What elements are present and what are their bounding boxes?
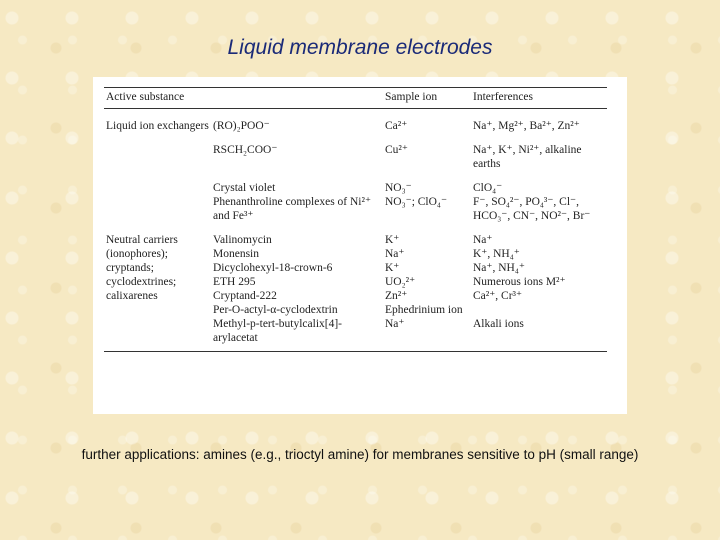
row-substance: Dicyclohexyl-18-crown-6 (213, 262, 333, 274)
row-substance: Per-O-actyl-α-cyclodextrin (213, 304, 338, 316)
table-row (104, 303, 607, 317)
row-substance: (RO)₂POO⁻ (213, 120, 270, 132)
row-group (104, 133, 211, 171)
row-interferences: K⁺, NH₄⁺ (473, 248, 520, 260)
table-row (104, 133, 607, 171)
row-ion: Ca²⁺ (385, 120, 408, 132)
row-substance: Valinomycin (213, 234, 272, 246)
row-substance: Methyl-p-tert-butylcalix[4]-arylacetat (211, 317, 383, 352)
header-active-substance: Active substance (104, 88, 211, 109)
table-row (104, 171, 607, 195)
row-ion: K⁺ (385, 234, 400, 246)
row-ion: NO₃⁻; ClO₄⁻ (385, 196, 448, 208)
electrode-table (104, 87, 607, 352)
row-interferences: Na⁺, NH₄⁺ (473, 262, 525, 274)
table-panel (93, 77, 627, 414)
row-ion: NO₃⁻ (385, 182, 412, 194)
row-ion: K⁺ (385, 262, 400, 274)
row-interferences: ClO₄⁻ (473, 182, 503, 194)
row-substance: Phenanthroline complexes of Ni²⁺ and Fe³⁺ (213, 196, 372, 222)
row-substance: ETH 295 (213, 276, 256, 288)
footer-note: further applications: amines (e.g., trioctyl amine) for membranes sensitive to pH (small range) (81, 447, 639, 462)
header-sample-ion: Sample ion (383, 88, 471, 109)
row-interferences: Na⁺, Mg²⁺, Ba²⁺, Zn²⁺ (473, 120, 580, 132)
row-substance: Monensin (213, 248, 259, 260)
row-group (104, 303, 211, 317)
row-interferences: Alkali ions (471, 317, 607, 352)
row-interferences: Na⁺ (473, 234, 493, 246)
row-ion: UO₂²⁺ (385, 276, 416, 288)
row-substance: Crystal violet (213, 182, 276, 194)
row-substance: Cryptand-222 (213, 290, 277, 302)
table-row (104, 223, 607, 247)
row-group (104, 195, 211, 223)
row-interferences: Numerous ions M²⁺ (473, 276, 566, 288)
row-group: (ionophores); (106, 248, 168, 260)
row-ion: Ephedrinium ion (385, 304, 463, 316)
row-ion: Zn²⁺ (385, 290, 408, 302)
table-row (104, 289, 607, 303)
row-ion: Cu²⁺ (385, 144, 408, 156)
row-group (104, 317, 211, 352)
header-spacer (211, 88, 383, 109)
table-header-row (104, 88, 607, 109)
row-group: cyclodextrines; (106, 276, 177, 288)
row-group: calixarenes (106, 290, 158, 302)
row-interferences (471, 303, 607, 317)
table-row (104, 275, 607, 289)
row-substance: RSCH₂COO⁻ (213, 144, 278, 156)
row-interferences: F⁻, SO₄²⁻, PO₄³⁻, Cl⁻, HCO₃⁻, CN⁻, NO²⁻, Br⁻ (473, 196, 591, 222)
row-ion: Na⁺ (385, 248, 405, 260)
table-row (104, 247, 607, 261)
table-row (104, 195, 607, 223)
table-row (104, 261, 607, 275)
row-ion: Na⁺ (383, 317, 471, 352)
row-group (104, 171, 211, 195)
table-row (104, 317, 607, 352)
row-interferences: Ca²⁺, Cr³⁺ (473, 290, 523, 302)
row-group: cryptands; (106, 262, 154, 274)
row-group: Neutral carriers (106, 234, 178, 246)
header-interferences: Interferences (471, 88, 607, 109)
row-group: Liquid ion exchangers (106, 120, 209, 132)
table-row (104, 109, 607, 134)
row-interferences: Na⁺, K⁺, Ni²⁺, alkaline earths (473, 144, 582, 170)
slide-title: Liquid membrane electrodes (227, 36, 493, 59)
